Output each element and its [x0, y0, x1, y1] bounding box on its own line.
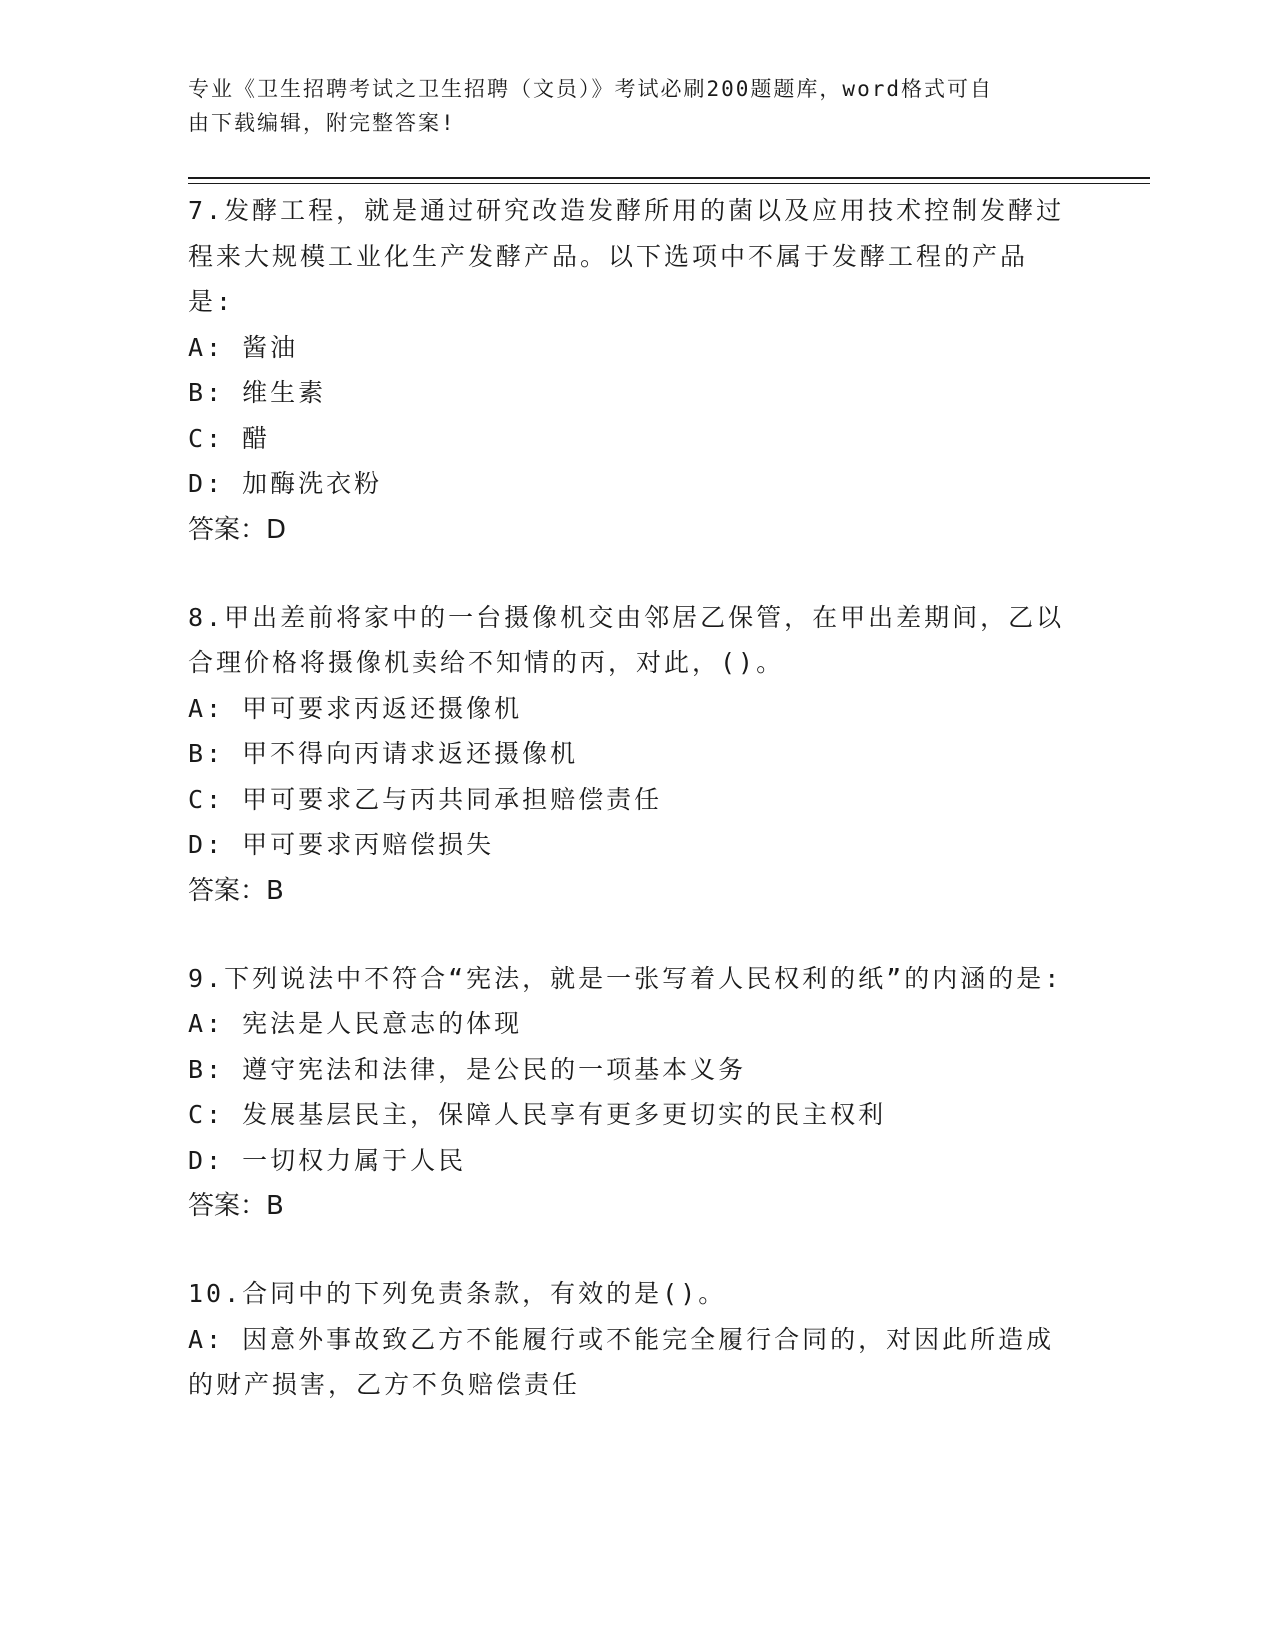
option-d: D: 加酶洗衣粉	[188, 469, 383, 498]
option-b: B: 遵守宪法和法律，是公民的一项基本义务	[188, 1054, 747, 1084]
answer-line: 答案：B	[188, 1191, 284, 1221]
question-7	[188, 188, 1068, 553]
question-10	[188, 1271, 1068, 1408]
answer-line: 答案：B	[188, 875, 284, 906]
option-b: B: 维生素	[188, 378, 327, 407]
question-8	[188, 595, 1068, 914]
header-rule-thin	[188, 183, 1150, 184]
question-9	[188, 956, 1068, 1230]
question-stem: 8.甲出差前将家中的一台摄像机交由邻居乙保管，在甲出差期间，乙以合理价格将摄像机卖给不知情的丙，对此，()。	[188, 602, 1065, 677]
option-d: D: 一切权力属于人民	[188, 1145, 467, 1175]
header-line-1: 专业《卫生招聘考试之卫生招聘（文员）》考试必刷200题题库，word格式可自	[188, 77, 993, 101]
option-b: B: 甲不得向丙请求返还摄像机	[188, 739, 579, 768]
option-d: D: 甲可要求丙赔偿损失	[188, 830, 495, 859]
question-stem: 9.下列说法中不符合“宪法，就是一张写着人民权利的纸”的内涵的是:	[188, 963, 1063, 993]
header-line-2: 由下载编辑，附完整答案!	[188, 111, 456, 135]
question-list	[188, 188, 1068, 1450]
option-c: C: 发展基层民主，保障人民享有更多更切实的民主权利	[188, 1100, 887, 1129]
option-a: A: 因意外事故致乙方不能履行或不能完全履行合同的，对因此所造成的财产损害，乙方不负赔偿责任	[188, 1324, 1055, 1399]
option-a: A: 甲可要求丙返还摄像机	[188, 693, 523, 723]
question-stem: 7.发酵工程，就是通过研究改造发酵所用的菌以及应用技术控制发酵过程来大规模工业化生产发酵产品。以下选项中不属于发酵工程的产品是:	[188, 196, 1065, 316]
option-a: A: 酱油	[188, 332, 299, 362]
document-header	[188, 72, 1068, 140]
option-a: A: 宪法是人民意志的体现	[188, 1009, 523, 1038]
option-c: C: 醋	[188, 423, 271, 453]
answer-line: 答案：D	[188, 514, 287, 545]
header-rule-thick	[188, 177, 1150, 179]
question-stem: 10.合同中的下列免责条款，有效的是()。	[188, 1279, 727, 1308]
option-c: C: 甲可要求乙与丙共同承担赔偿责任	[188, 784, 663, 814]
